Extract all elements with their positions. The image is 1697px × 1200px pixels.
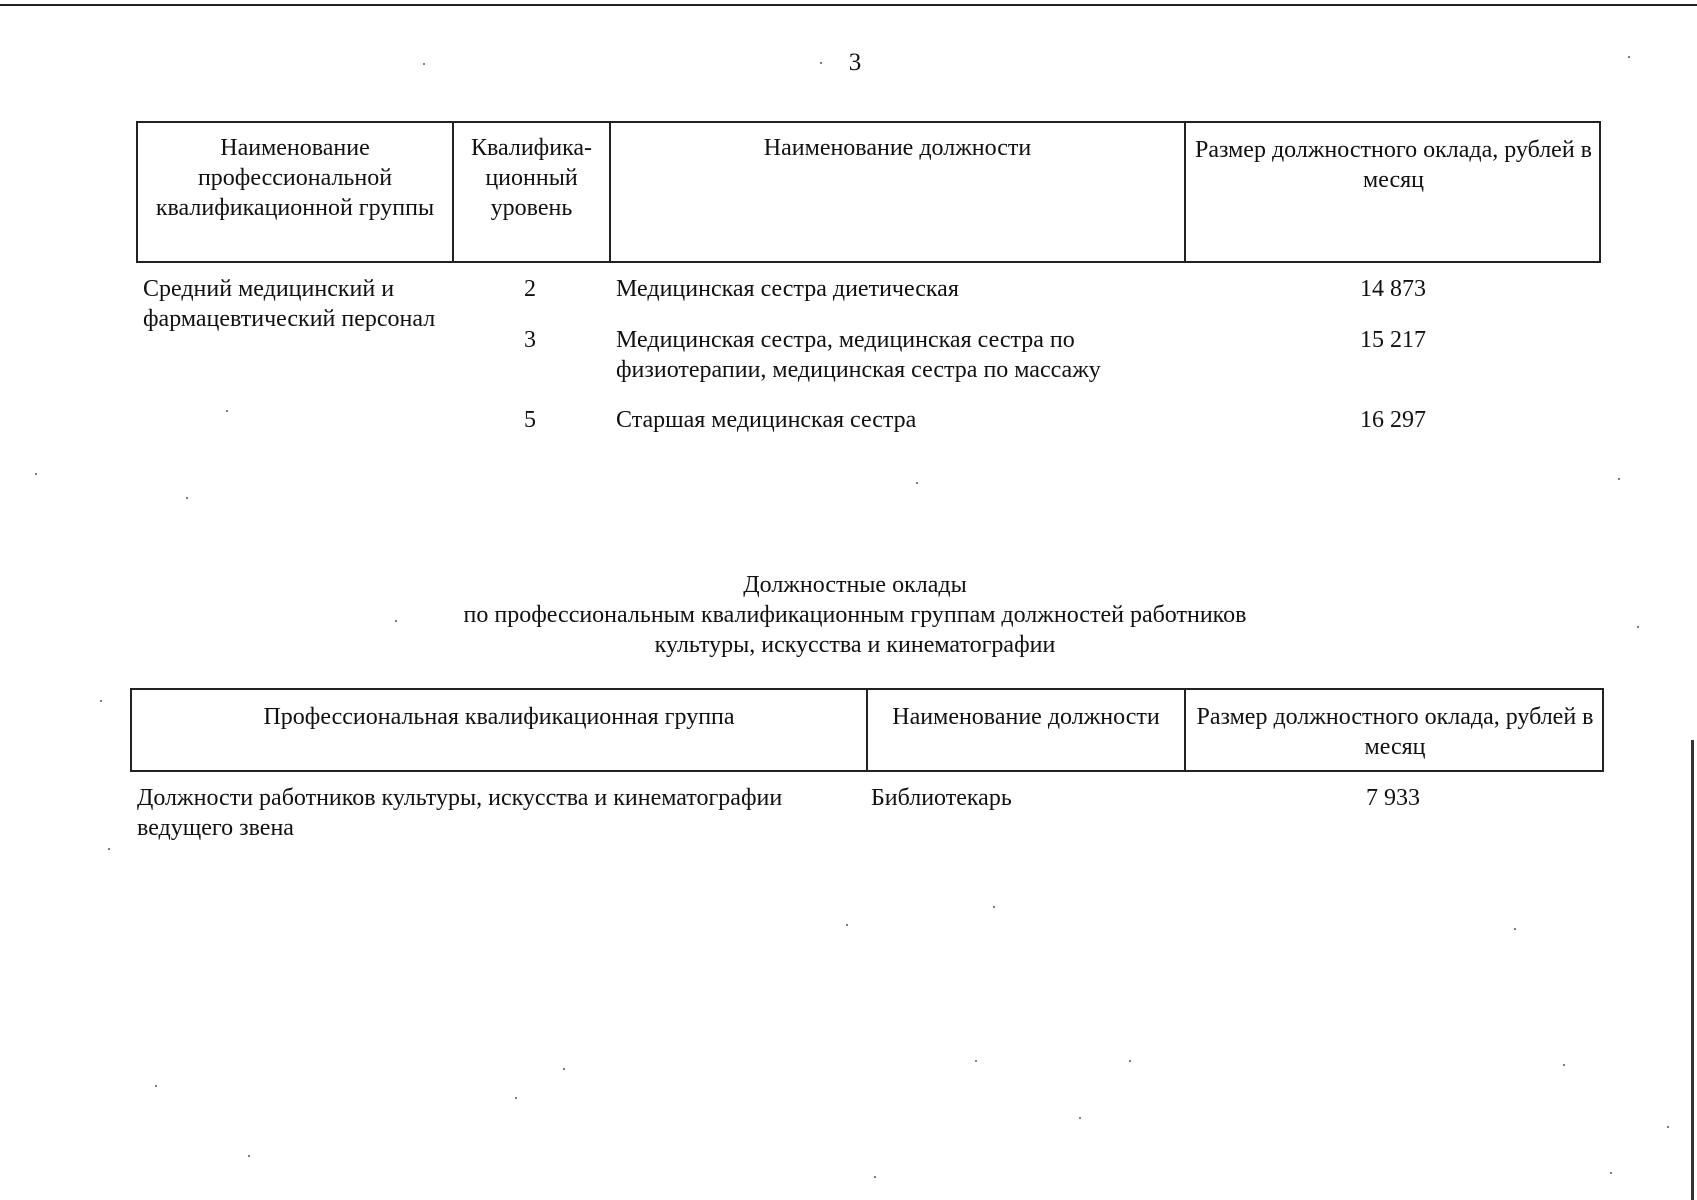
- salary-table-1-header: [136, 121, 1601, 263]
- header-salary: Размер должностного оклада, рублей в месяц: [1196, 704, 1594, 760]
- scan-speck: [1628, 56, 1630, 58]
- scan-speck: [1129, 1060, 1131, 1062]
- scan-speck: [108, 848, 110, 850]
- scan-speck: [515, 1097, 517, 1099]
- table1-group-name: Средний медицинский и фармацевтический персонал: [143, 276, 436, 332]
- scan-speck: [1610, 1172, 1612, 1174]
- header-position-name: Наименование должности: [892, 704, 1160, 730]
- scan-speck: [975, 1060, 977, 1062]
- scan-speck: [820, 62, 822, 64]
- scan-speck: [846, 924, 848, 926]
- table1-row-position: Старшая медицинская сестра: [616, 407, 917, 433]
- scan-speck: [35, 473, 37, 475]
- scan-speck: [874, 1176, 876, 1178]
- page-number: 3: [848, 49, 862, 76]
- table1-row-level: 5: [524, 407, 536, 433]
- table2-row-position: Библиотекарь: [871, 785, 1012, 811]
- scan-speck: [1514, 928, 1516, 930]
- header-salary: Размер должностного оклада, рублей в месяц: [1194, 137, 1593, 193]
- scan-speck: [563, 1068, 565, 1070]
- scan-speck: [1563, 1064, 1565, 1066]
- scan-speck: [226, 410, 228, 412]
- table2-row-salary: 7 933: [1366, 785, 1420, 811]
- scan-speck: [186, 497, 188, 499]
- scan-speck: [916, 482, 918, 484]
- section-title-line: культуры, искусства и кинематографии: [654, 632, 1056, 658]
- header-group-name: Наименование профессиональной квалификационной группы: [155, 135, 435, 221]
- table1-row-salary: 16 297: [1360, 407, 1426, 433]
- scan-speck: [423, 63, 425, 65]
- scan-speck: [1079, 1117, 1081, 1119]
- table1-row-level: 3: [524, 327, 536, 353]
- table1-row-position: Медицинская сестра диетическая: [616, 276, 959, 302]
- section-title-line: по профессиональным квалификационным группам должностей работников: [463, 602, 1247, 628]
- table1-row-salary: 15 217: [1360, 327, 1426, 353]
- header-position-name: Наименование должности: [763, 135, 1032, 161]
- section-title-line: Должностные оклады: [743, 572, 967, 598]
- scan-speck: [1618, 478, 1620, 480]
- header-qualification-level: Квалифика-ционный уровень: [470, 135, 593, 221]
- scan-speck: [1637, 626, 1639, 628]
- scan-speck: [993, 906, 995, 908]
- table2-row-group: Должности работников культуры, искусства и кинематографии ведущего звена: [137, 785, 783, 841]
- table1-row-position: Медицинская сестра, медицинская сестра по физиотерапии, медицинская сестра по массажу: [616, 327, 1101, 383]
- section-title: [300, 570, 1410, 660]
- header-professional-group: Профессиональная квалификационная группа: [263, 704, 735, 730]
- salary-table-2-header: [130, 688, 1604, 772]
- scan-speck: [248, 1155, 250, 1157]
- right-edge-line: [1691, 740, 1694, 1200]
- table1-row-level: 2: [524, 276, 536, 302]
- table1-row-salary: 14 873: [1360, 276, 1426, 302]
- top-border-line: [0, 4, 1697, 6]
- scan-speck: [155, 1085, 157, 1087]
- scan-speck: [395, 620, 397, 622]
- scan-speck: [1667, 1126, 1669, 1128]
- scan-speck: [100, 700, 102, 702]
